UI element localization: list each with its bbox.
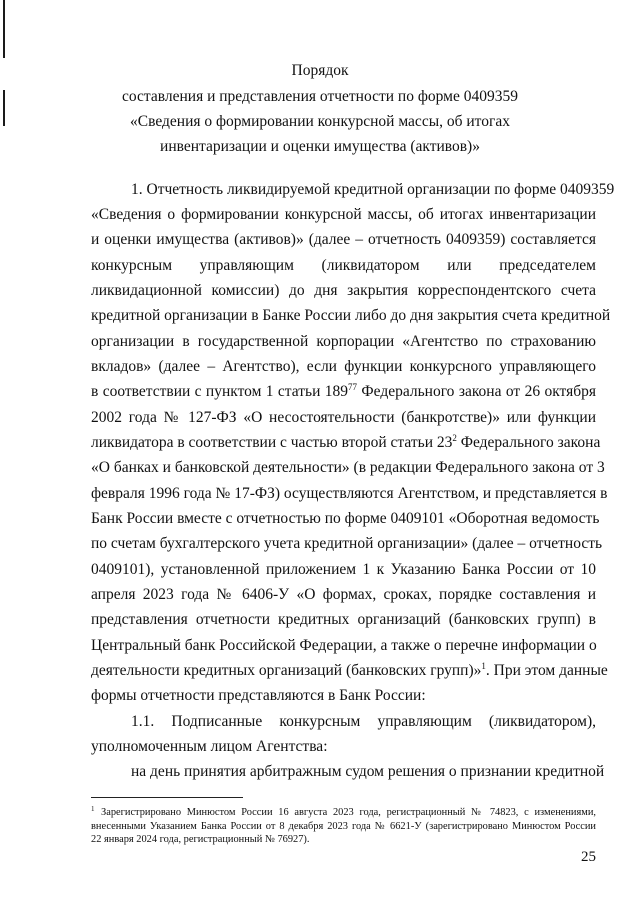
text-line: организации в государственной корпорации «Агентство по страхованию [91,333,596,350]
footnote-reference: 1 [481,660,486,671]
text-line [91,382,596,402]
text-segment: в соответствии с пунктом 1 статьи 189 [91,383,349,400]
text-line: «Сведения о формировании конкурсной массы, об итогах инвентаризации [91,206,596,223]
text-line: 1. Отчетность ликвидируемой кредитной организации по форме 0409359 [131,181,615,198]
document-subtitle-line: составления и представления отчетности по форме 0409359 [122,88,518,105]
text-line: кредитной организации в Банке России либо до дня закрытия счета кредитной [91,307,611,324]
text-line: по счетам бухгалтерского учета кредитной организации» (далее – отчетность [91,535,603,552]
scan-edge-mark [3,0,5,58]
footnote-separator [91,797,243,798]
text-line: 1.1. Подписанные конкурсным управляющим (ликвидатором), [131,713,596,730]
text-line: вкладов» (далее – Агентство), если функции конкурсного управляющего [91,358,596,375]
text-segment: деятельности кредитных организаций (банковских групп)» [91,662,482,679]
text-line: на день принятия арбитражным судом решения о признании кредитной [131,763,605,780]
superscript: 2 [452,432,457,443]
text-line [91,432,601,453]
text-line: конкурсным управляющим (ликвидатором или председателем [91,257,596,274]
text-line: Центральный банк Российской Федерации, а также о перечне информации о [91,637,597,654]
footnote-line: внесенными Указанием Банка России от 8 декабря 2023 года № 6621-У (зарегистрировано Минюстом России [91,821,596,832]
text-line: апреля 2023 года № 6406-У «О формах, сроках, порядке составления и [91,586,596,603]
footnote-line: 22 января 2024 года, регистрационный № 76927). [91,834,310,845]
document-subtitle-line: инвентаризации и оценки имущества (активов)» [160,138,480,155]
text-line: представления отчетности кредитных организаций (банковских групп) в [91,611,596,628]
document-title: Порядок [291,62,349,79]
text-line: «О банках и банковской деятельности» (в редакции Федерального закона от 3 [91,459,605,476]
text-line: 2002 года № 127-ФЗ «О несостоятельности (банкротстве)» или функции [91,409,596,426]
text-line: 0409101), установленной приложением 1 к Указанию Банка России от 10 [91,561,596,578]
text-segment: ликвидатора в соответствии с частью второй статьи 23 [91,434,453,451]
footnote-line [91,806,596,819]
text-line: формы отчетности представляются в Банк России: [91,687,426,704]
text-line [91,660,608,681]
text-segment: Федерального закона от 26 октября [357,383,596,400]
text-line: ликвидационной комиссии) до дня закрытия корреспондентского счета [91,282,596,299]
text-segment: Федерального закона [456,434,601,451]
document-subtitle-line: «Сведения о формировании конкурсной массы, об итогах [130,113,510,130]
text-line: уполномоченным лицом Агентства: [91,738,328,755]
superscript: 77 [348,381,358,392]
footnote-text: Зарегистрировано Минюстом России 16 августа 2023 года, регистрационный № 74823, с изменениями, [101,807,596,818]
text-segment: . При этом данные [485,662,608,679]
footnote-mark: 1 [91,805,95,813]
text-line: Банк России вместе с отчетностью по форме 0409101 «Оборотная ведомость [91,510,600,527]
text-line: и оценки имущества (активов)» (далее – отчетность 0409359) составляется [91,231,596,248]
text-line: февраля 1996 года № 17-ФЗ) осуществляются Агентством, и представляется в [91,485,608,502]
page-number: 25 [581,849,596,865]
